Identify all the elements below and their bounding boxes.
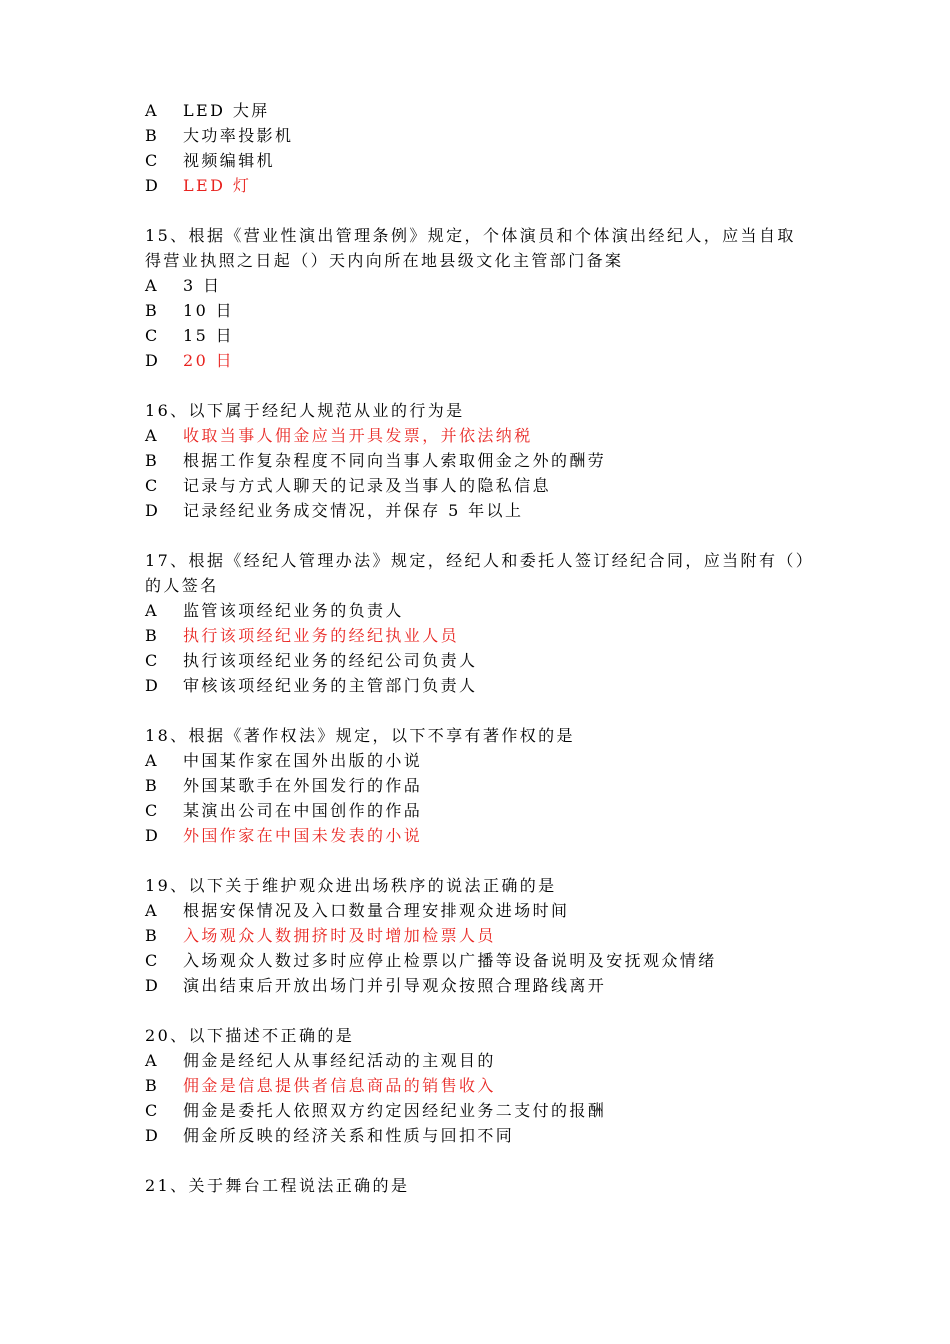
- option-letter: C: [145, 326, 158, 345]
- option-letter: A: [145, 901, 157, 920]
- answer-option: [145, 448, 835, 473]
- answer-option: [145, 123, 835, 148]
- answer-option: [145, 298, 835, 323]
- answer-option: [145, 773, 835, 798]
- answer-option-correct: [145, 823, 835, 848]
- answer-option: [145, 648, 835, 673]
- answer-option-correct: [145, 173, 835, 198]
- question-block: [145, 223, 835, 373]
- option-text: 收取当事人佣金应当开具发票，并依法纳税: [183, 426, 533, 445]
- answer-option: [145, 898, 835, 923]
- answer-option: [145, 148, 835, 173]
- option-text: 10 日: [183, 301, 235, 320]
- answer-option: [145, 323, 835, 348]
- option-letter: D: [145, 826, 158, 845]
- answer-option: [145, 798, 835, 823]
- question-block: [145, 98, 835, 198]
- answer-option-correct: [145, 923, 835, 948]
- question-block: [145, 398, 835, 523]
- question-block: [145, 548, 835, 698]
- option-text: LED 大屏: [183, 101, 270, 120]
- answer-option: [145, 473, 835, 498]
- answer-option-correct: [145, 348, 835, 373]
- option-text: 大功率投影机: [183, 126, 294, 145]
- answer-option: [145, 1098, 835, 1123]
- option-letter: A: [145, 1051, 157, 1070]
- option-letter: C: [145, 151, 158, 170]
- option-text: 15 日: [183, 326, 235, 345]
- question-stem-line: 21、关于舞台工程说法正确的是: [145, 1176, 410, 1195]
- option-text: 审核该项经纪业务的主管部门负责人: [183, 676, 478, 695]
- question-block: [145, 1023, 835, 1148]
- option-text: 3 日: [183, 276, 222, 295]
- answer-option-correct: [145, 1073, 835, 1098]
- option-text: LED 灯: [183, 176, 252, 195]
- option-text: 中国某作家在国外出版的小说: [183, 751, 423, 770]
- question-stem-line: 16、以下属于经纪人规范从业的行为是: [145, 401, 465, 420]
- question-block: [145, 1173, 835, 1198]
- option-letter: D: [145, 976, 158, 995]
- option-text: 记录经纪业务成交情况，并保存 5 年以上: [183, 501, 524, 520]
- question-block: [145, 873, 835, 998]
- answer-option: [145, 498, 835, 523]
- question-stem-line: 的人签名: [145, 576, 219, 595]
- option-text: 佣金是委托人依照双方约定因经纪业务二支付的报酬: [183, 1101, 607, 1120]
- option-letter: C: [145, 951, 158, 970]
- option-text: 佣金所反映的经济关系和性质与回扣不同: [183, 1126, 515, 1145]
- option-letter: A: [145, 751, 157, 770]
- option-text: 视频编辑机: [183, 151, 276, 170]
- question-stem-line: 15、根据《营业性演出管理条例》规定，个体演员和个体演出经纪人，应当自取: [145, 226, 796, 245]
- document-page: [145, 98, 835, 1223]
- option-text: 演出结束后开放出场门并引导观众按照合理路线离开: [183, 976, 607, 995]
- option-text: 20 日: [183, 351, 235, 370]
- option-letter: B: [145, 301, 157, 320]
- option-letter: B: [145, 126, 157, 145]
- option-letter: A: [145, 426, 157, 445]
- answer-option: [145, 748, 835, 773]
- answer-option: [145, 948, 835, 973]
- option-text: 执行该项经纪业务的经纪执业人员: [183, 626, 460, 645]
- option-letter: A: [145, 276, 157, 295]
- option-letter: D: [145, 176, 158, 195]
- question-stem-line: 18、根据《著作权法》规定，以下不享有著作权的是: [145, 726, 575, 745]
- option-letter: C: [145, 476, 158, 495]
- option-text: 外国作家在中国未发表的小说: [183, 826, 423, 845]
- answer-option-correct: [145, 623, 835, 648]
- option-text: 记录与方式人聊天的记录及当事人的隐私信息: [183, 476, 552, 495]
- answer-option: [145, 273, 835, 298]
- answer-option: [145, 673, 835, 698]
- option-letter: B: [145, 626, 157, 645]
- option-letter: D: [145, 676, 158, 695]
- option-letter: D: [145, 1126, 158, 1145]
- answer-option: [145, 973, 835, 998]
- option-letter: B: [145, 926, 157, 945]
- option-letter: C: [145, 1101, 158, 1120]
- option-text: 执行该项经纪业务的经纪公司负责人: [183, 651, 478, 670]
- option-text: 佣金是经纪人从事经纪活动的主观目的: [183, 1051, 496, 1070]
- answer-option-correct: [145, 423, 835, 448]
- option-text: 入场观众人数过多时应停止检票以广播等设备说明及安抚观众情绪: [183, 951, 717, 970]
- option-letter: A: [145, 601, 157, 620]
- answer-option: [145, 98, 835, 123]
- option-letter: D: [145, 501, 158, 520]
- option-letter: C: [145, 651, 158, 670]
- question-stem-line: 19、以下关于维护观众进出场秩序的说法正确的是: [145, 876, 557, 895]
- question-block: [145, 723, 835, 848]
- answer-option: [145, 598, 835, 623]
- option-letter: A: [145, 101, 157, 120]
- option-letter: B: [145, 776, 157, 795]
- option-text: 佣金是信息提供者信息商品的销售收入: [183, 1076, 496, 1095]
- question-stem-line: 20、以下描述不正确的是: [145, 1026, 355, 1045]
- option-text: 外国某歌手在外国发行的作品: [183, 776, 423, 795]
- option-text: 根据安保情况及入口数量合理安排观众进场时间: [183, 901, 570, 920]
- option-text: 入场观众人数拥挤时及时增加检票人员: [183, 926, 496, 945]
- option-letter: B: [145, 1076, 157, 1095]
- question-stem-line: 17、根据《经纪人管理办法》规定，经纪人和委托人签订经纪合同，应当附有（）: [145, 551, 815, 570]
- option-text: 根据工作复杂程度不同向当事人索取佣金之外的酬劳: [183, 451, 607, 470]
- answer-option: [145, 1048, 835, 1073]
- option-text: 某演出公司在中国创作的作品: [183, 801, 423, 820]
- question-stem-line: 得营业执照之日起（）天内向所在地县级文化主管部门备案: [145, 251, 624, 270]
- option-letter: C: [145, 801, 158, 820]
- option-letter: B: [145, 451, 157, 470]
- answer-option: [145, 1123, 835, 1148]
- option-text: 监管该项经纪业务的负责人: [183, 601, 404, 620]
- option-letter: D: [145, 351, 158, 370]
